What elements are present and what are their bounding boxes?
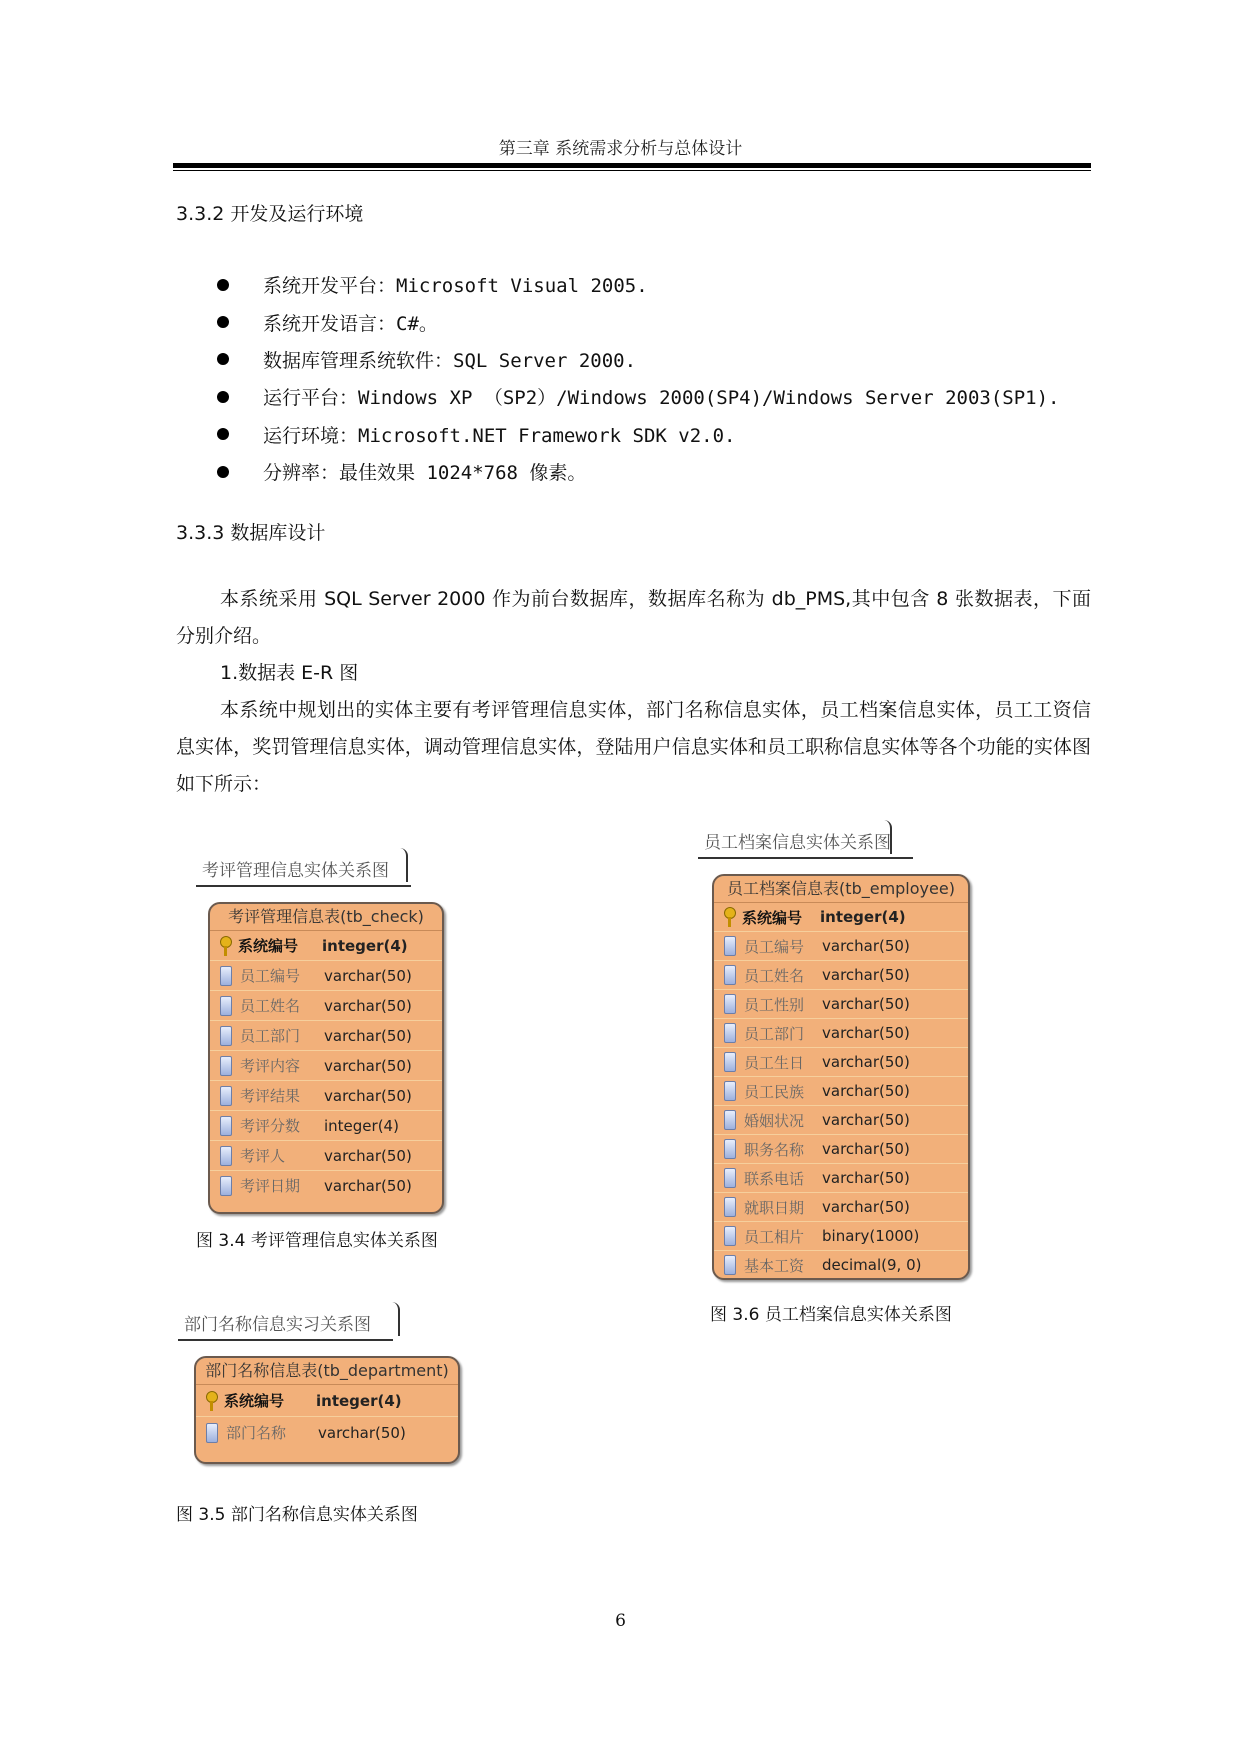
bullet-icon <box>217 279 229 291</box>
list-item-text: 数据库管理系统软件：SQL Server 2000. <box>263 349 637 372</box>
er-field-name: 系统编号 <box>238 937 299 955</box>
er-field-type: varchar(50) <box>318 1423 406 1442</box>
er-field-name: 员工部门 <box>240 1027 301 1045</box>
figure-caption-3-4: 图 3.4 考评管理信息实体关系图 <box>196 1231 438 1251</box>
er-field-type: integer(4) <box>820 908 906 926</box>
er-field-row <box>210 961 442 991</box>
section-heading-333: 3.3.3 数据库设计 <box>176 522 326 544</box>
er-field-row <box>714 1019 968 1048</box>
header-rule-thick <box>173 163 1091 168</box>
er-field-list <box>210 931 442 1200</box>
er-field-name: 员工性别 <box>744 995 805 1014</box>
title-tag-bracket <box>882 820 892 854</box>
figure-department-title-tag <box>178 1306 393 1341</box>
er-field-type: varchar(50) <box>324 1056 412 1075</box>
er-field-row <box>210 1021 442 1051</box>
er-field-type: integer(4) <box>324 1116 399 1135</box>
er-entity-tb-check <box>208 902 444 1214</box>
er-field-type: decimal(9, 0) <box>822 1256 922 1274</box>
er-field-row <box>714 903 968 932</box>
column-icon <box>220 1146 232 1166</box>
list-item <box>214 378 1059 415</box>
er-field-name: 就职日期 <box>744 1198 805 1217</box>
subheading-er-diagram: 1.数据表 E-R 图 <box>220 662 359 684</box>
er-diagram-title: 员工档案信息实体关系图 <box>698 824 913 859</box>
column-icon <box>220 1176 232 1196</box>
er-table-name: 员工档案信息表(tb_employee) <box>714 876 968 903</box>
header-rule-thin <box>173 170 1091 171</box>
er-field-row <box>714 1251 968 1279</box>
er-field-type: integer(4) <box>322 936 408 955</box>
er-field-name: 考评日期 <box>240 1177 301 1195</box>
figure-employee-title-tag <box>698 824 913 859</box>
bullet-icon <box>217 316 229 328</box>
er-field-row <box>210 1111 442 1141</box>
column-icon <box>220 1056 232 1076</box>
er-field-row <box>210 1081 442 1111</box>
column-icon <box>724 1139 736 1159</box>
list-item <box>214 416 1059 453</box>
er-field-row <box>210 931 442 961</box>
er-field-row <box>210 1171 442 1200</box>
column-icon <box>724 1081 736 1101</box>
column-icon <box>724 965 736 985</box>
er-field-row <box>714 1164 968 1193</box>
er-field-name: 考评人 <box>240 1147 286 1165</box>
er-field-name: 考评分数 <box>240 1117 301 1135</box>
er-field-type: varchar(50) <box>324 996 412 1015</box>
er-field-name: 职务名称 <box>744 1140 805 1159</box>
column-icon <box>206 1423 218 1443</box>
list-item-text: 系统开发语言：C#。 <box>263 312 438 335</box>
column-icon <box>724 1255 736 1275</box>
list-item <box>214 303 1059 340</box>
er-field-type: varchar(50) <box>822 1082 910 1100</box>
er-field-row <box>714 1135 968 1164</box>
er-field-name: 员工姓名 <box>240 997 301 1015</box>
column-icon <box>220 1086 232 1106</box>
er-entity-tb-employee <box>712 874 970 1280</box>
primary-key-icon <box>220 936 230 956</box>
list-item-text: 分辨率：最佳效果 1024*768 像素。 <box>263 462 587 485</box>
er-field-list <box>714 903 968 1279</box>
environment-bullet-list <box>214 266 1059 490</box>
bullet-icon <box>217 428 229 440</box>
er-field-row <box>714 1222 968 1251</box>
paragraph-entities: 本系统中规划出的实体主要有考评管理信息实体，部门名称信息实体，员工档案信息实体，员工工资信息实体，奖罚管理信息实体，调动管理信息实体，登陆用户信息实体和员工职称信息实体等各个功能的实体图如下所示： <box>176 699 1091 795</box>
er-field-name: 系统编号 <box>742 908 803 927</box>
list-item <box>214 266 1059 303</box>
er-field-type: varchar(50) <box>822 1024 910 1042</box>
list-item-text: 系统开发平台：Microsoft Visual 2005. <box>263 275 648 298</box>
er-field-row <box>210 1051 442 1081</box>
list-item <box>214 453 1059 490</box>
list-item-text: 运行环境：Microsoft.NET Framework SDK v2.0. <box>263 424 736 447</box>
column-icon <box>724 1197 736 1217</box>
er-field-row <box>196 1417 458 1448</box>
er-field-name: 员工部门 <box>744 1024 805 1043</box>
title-tag-bracket <box>390 1302 400 1336</box>
er-field-type: varchar(50) <box>324 966 412 985</box>
er-field-type: varchar(50) <box>324 1176 412 1195</box>
er-field-row <box>714 961 968 990</box>
er-field-type: varchar(50) <box>822 1198 910 1216</box>
er-field-name: 基本工资 <box>744 1256 805 1275</box>
column-icon <box>220 966 232 986</box>
column-icon <box>724 994 736 1014</box>
list-item <box>214 341 1059 378</box>
column-icon <box>724 1226 736 1246</box>
section-heading-332: 3.3.2 开发及运行环境 <box>176 203 364 225</box>
er-field-type: varchar(50) <box>822 966 910 984</box>
list-item-text: 运行平台：Windows XP （SP2）/Windows 2000(SP4)/Windows Server 2003(SP1). <box>263 387 1060 410</box>
er-field-name: 员工姓名 <box>744 966 805 985</box>
page-header-title: 第三章 系统需求分析与总体设计 <box>498 139 743 159</box>
er-field-row <box>714 1048 968 1077</box>
er-field-row <box>210 1141 442 1171</box>
er-field-type: varchar(50) <box>822 1111 910 1129</box>
paragraph-database-intro: 本系统采用 SQL Server 2000 作为前台数据库，数据库名称为 db_PMS,其中包含 8 张数据表，下面分别介绍。 <box>176 588 1091 647</box>
er-field-name: 部门名称 <box>226 1424 287 1442</box>
primary-key-icon <box>724 907 734 927</box>
er-field-name: 员工民族 <box>744 1082 805 1101</box>
figure-check-title-tag <box>196 852 411 887</box>
column-icon <box>724 936 736 956</box>
er-field-type: integer(4) <box>316 1391 402 1410</box>
column-icon <box>220 1116 232 1136</box>
page-number: 6 <box>615 1611 626 1631</box>
er-table-name: 考评管理信息表(tb_check) <box>210 904 442 931</box>
figure-caption-3-5: 图 3.5 部门名称信息实体关系图 <box>176 1505 418 1525</box>
er-table-name: 部门名称信息表(tb_department) <box>196 1358 458 1385</box>
column-icon <box>724 1052 736 1072</box>
er-field-type: varchar(50) <box>822 995 910 1013</box>
er-field-row <box>714 1106 968 1135</box>
er-field-type: varchar(50) <box>822 1169 910 1187</box>
bullet-icon <box>217 391 229 403</box>
bullet-icon <box>217 466 229 478</box>
er-field-name: 员工编号 <box>744 937 805 956</box>
er-field-type: varchar(50) <box>822 1140 910 1158</box>
er-field-type: varchar(50) <box>324 1146 412 1165</box>
er-entity-tb-department <box>194 1356 460 1464</box>
er-field-type: binary(1000) <box>822 1227 920 1245</box>
er-field-type: varchar(50) <box>324 1086 412 1105</box>
er-field-name: 婚姻状况 <box>744 1111 805 1130</box>
bullet-icon <box>217 353 229 365</box>
er-field-name: 员工相片 <box>744 1227 805 1246</box>
er-field-row <box>714 1077 968 1106</box>
er-field-name: 考评结果 <box>240 1087 301 1105</box>
er-field-name: 考评内容 <box>240 1057 301 1075</box>
er-field-type: varchar(50) <box>822 937 910 955</box>
er-field-name: 联系电话 <box>744 1169 805 1188</box>
er-diagram-title: 考评管理信息实体关系图 <box>196 852 411 887</box>
er-field-row <box>714 990 968 1019</box>
er-field-row <box>714 1193 968 1222</box>
er-field-type: varchar(50) <box>822 1053 910 1071</box>
column-icon <box>220 1026 232 1046</box>
er-field-name: 员工编号 <box>240 967 301 985</box>
column-icon <box>724 1110 736 1130</box>
primary-key-icon <box>206 1391 216 1411</box>
er-field-list <box>196 1385 458 1448</box>
er-diagram-title: 部门名称信息实习关系图 <box>178 1306 393 1341</box>
column-icon <box>724 1023 736 1043</box>
column-icon <box>220 996 232 1016</box>
figure-caption-3-6: 图 3.6 员工档案信息实体关系图 <box>710 1305 952 1325</box>
er-field-name: 员工生日 <box>744 1053 805 1072</box>
er-field-row <box>210 991 442 1021</box>
title-tag-bracket <box>398 848 408 882</box>
er-field-row <box>714 932 968 961</box>
er-field-type: varchar(50) <box>324 1026 412 1045</box>
er-field-row <box>196 1385 458 1417</box>
column-icon <box>724 1168 736 1188</box>
er-field-name: 系统编号 <box>224 1392 285 1410</box>
